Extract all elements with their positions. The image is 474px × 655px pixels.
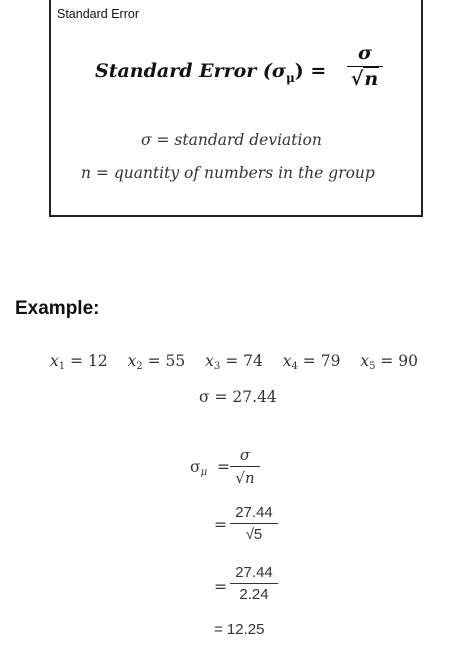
box-title: Standard Error bbox=[57, 7, 139, 21]
x3-term: $x_3 = 74$ bbox=[205, 352, 263, 372]
formula-lhs-subscript: μ bbox=[285, 70, 295, 85]
sigma-value-line: σ = 27.44 bbox=[199, 388, 277, 406]
x5-term: $x_5 = 90$ bbox=[360, 352, 419, 372]
x-values-row bbox=[50, 352, 418, 372]
step1-fraction bbox=[230, 446, 260, 487]
formula-denominator-var: n bbox=[364, 68, 379, 90]
formula-lhs-text: Standard Error (σ bbox=[95, 60, 286, 82]
step2-fraction bbox=[230, 504, 278, 543]
step3-fraction bbox=[230, 564, 278, 603]
step1-numerator: σ bbox=[230, 446, 260, 467]
standard-error-fraction bbox=[347, 42, 383, 90]
step1-lhs: $\sigma_\mu$ bbox=[190, 458, 208, 478]
definition-sigma: σ = standard deviation bbox=[141, 131, 322, 149]
definition-n: n = quantity of numbers in the group bbox=[81, 164, 375, 182]
step1-equals: = bbox=[217, 458, 230, 476]
x2-term: $x_2 = 55$ bbox=[127, 352, 186, 372]
standard-error-formula-lhs bbox=[95, 60, 326, 85]
formula-numerator: σ bbox=[347, 42, 383, 67]
formula-lhs-close: ) = bbox=[294, 60, 327, 82]
step3-numerator: 27.44 bbox=[230, 564, 278, 584]
step3-denominator: 2.24 bbox=[239, 586, 269, 603]
formula-denominator bbox=[347, 67, 383, 90]
step3-equals: = bbox=[214, 578, 227, 596]
example-heading: Example: bbox=[15, 298, 100, 319]
step2-equals: = bbox=[214, 516, 227, 534]
step4-result: = 12.25 bbox=[214, 621, 265, 638]
step2-denominator: √5 bbox=[245, 526, 263, 543]
sqrt-symbol: √ bbox=[350, 68, 364, 90]
x1-term: $x_1 = 12$ bbox=[50, 352, 108, 372]
x4-term: $x_4 = 79$ bbox=[282, 352, 341, 372]
step1-denominator: √n bbox=[235, 469, 255, 487]
step2-numerator: 27.44 bbox=[230, 504, 278, 524]
definition-box bbox=[49, 0, 423, 217]
